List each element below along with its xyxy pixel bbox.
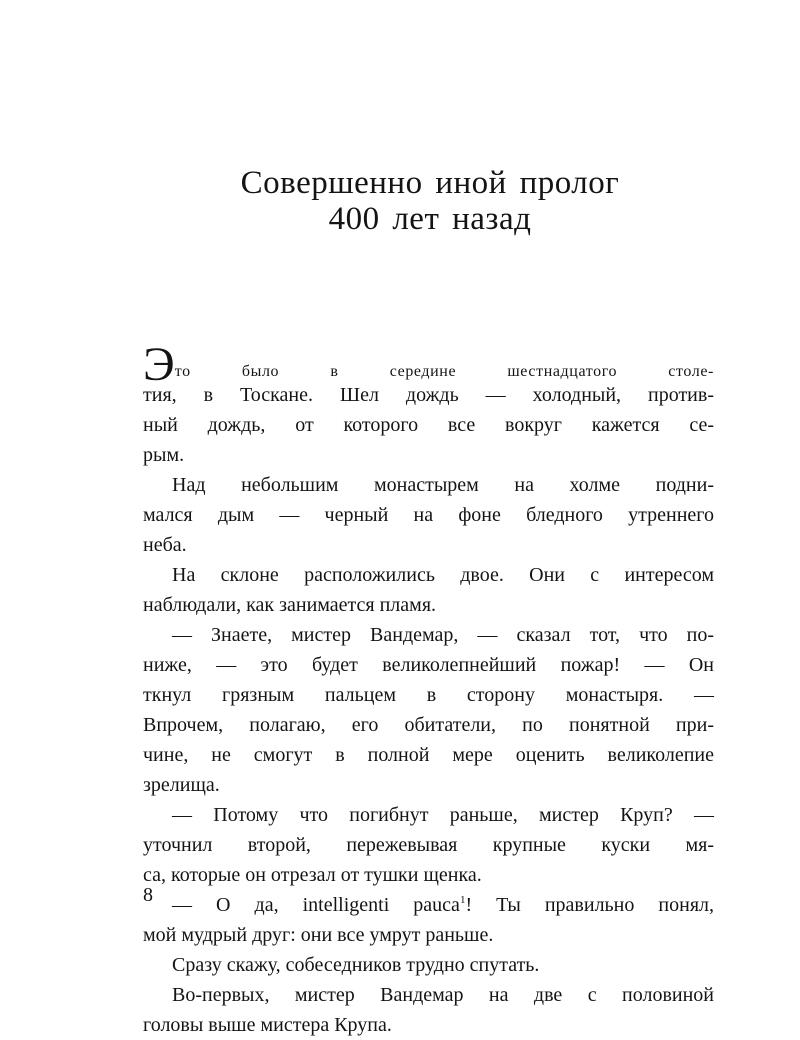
paragraph-start: — Потому что погибнут раньше, мистер Круп? — xyxy=(172,804,714,826)
drop-cap: Э xyxy=(143,338,175,391)
opening-smallcaps: то было в середине шестнадцатого столе- xyxy=(174,363,714,380)
paragraph-start: Во-первых, мистер Вандемар на две с половиной xyxy=(172,984,714,1006)
paragraph-start xyxy=(143,890,714,920)
text-line: ниже, — это будет великолепнейший пожар! — Он xyxy=(143,654,714,676)
text-line: ный дождь, от которого все вокруг кажется се- xyxy=(143,414,714,436)
body-text xyxy=(143,338,715,1040)
paragraph-start: — Знаете, мистер Вандемар, — сказал тот, что по- xyxy=(172,624,714,646)
text-fragment: — О да, intelligenti pauca xyxy=(172,894,460,916)
chapter-title-line-2: 400 лет назад xyxy=(328,201,532,237)
text-line: мой мудрый друг: они все умрут раньше. xyxy=(143,924,494,946)
text-line: тия, в Тоскане. Шел дождь — холодный, против- xyxy=(143,384,714,406)
text-line: неба. xyxy=(143,534,187,556)
paragraph-start: Над небольшим монастырем на холме подни- xyxy=(172,474,714,496)
text-line: головы выше мистера Крупа. xyxy=(143,1014,392,1036)
footnote-marker: 1 xyxy=(459,894,466,906)
text-line: наблюдали, как занимается пламя. xyxy=(143,594,437,616)
text-line: рым. xyxy=(143,444,185,466)
text-line: зрелища. xyxy=(143,774,220,796)
page-number: 8 xyxy=(143,884,153,906)
paragraph-start: Сразу скажу, собеседников трудно спутать. xyxy=(172,954,540,976)
text-line: Впрочем, полагаю, его обитатели, по понятной при- xyxy=(143,714,714,736)
text-line xyxy=(143,338,714,391)
text-fragment: ! Ты правильно понял, xyxy=(465,894,715,916)
text-line: мался дым — черный на фоне бледного утреннего xyxy=(143,504,714,526)
text-line: са, которые он отрезал от тушки щенка. xyxy=(143,864,482,886)
chapter-title xyxy=(140,165,720,237)
paragraph-start: На склоне расположились двое. Они с интересом xyxy=(172,564,714,586)
text-line: чине, не смогут в полной мере оценить великолепие xyxy=(143,744,714,766)
chapter-title-line-1: Совершенно иной пролог xyxy=(240,165,620,201)
text-line: уточнил второй, пережевывая крупные куски мя- xyxy=(143,834,714,856)
text-line: ткнул грязным пальцем в сторону монастыря. — xyxy=(143,684,714,706)
